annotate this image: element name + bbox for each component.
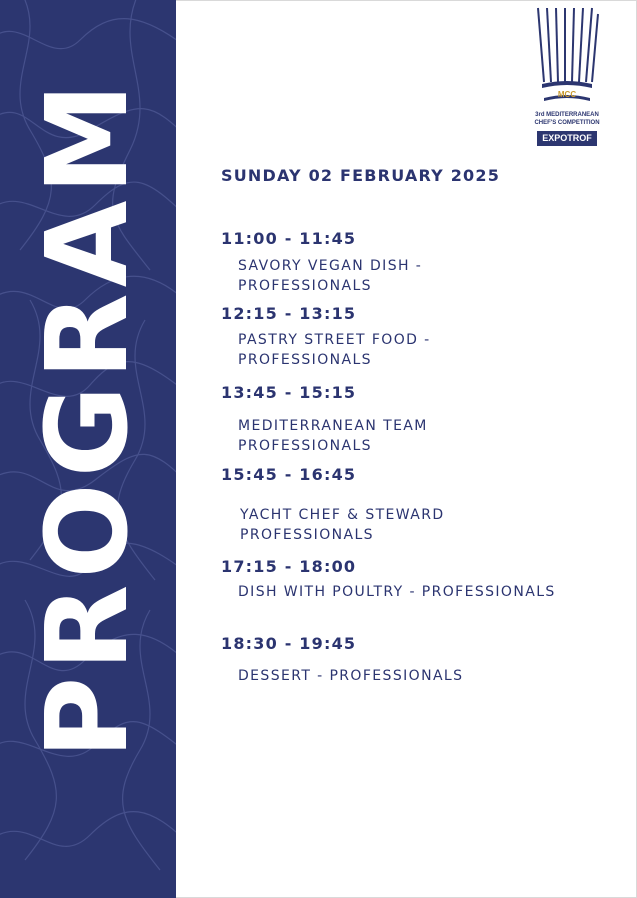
logo-line-2: CHEF'S COMPETITION: [534, 120, 600, 126]
event-line: PROFESSIONALS: [238, 352, 372, 368]
event-line: PROFESSIONALS: [240, 527, 374, 543]
event-line: DISH WITH POULTRY - PROFESSIONALS: [238, 584, 556, 600]
event-line: PROFESSIONALS: [238, 438, 372, 454]
time-slot: 12:15 - 13:15: [221, 304, 357, 323]
event-line: PROFESSIONALS: [238, 278, 372, 294]
event-name: [238, 416, 428, 456]
event-name: [238, 330, 431, 370]
time-slot: 11:00 - 11:45: [221, 229, 357, 248]
event-line: YACHT CHEF & STEWARD: [240, 507, 445, 523]
time-slot: 15:45 - 16:45: [221, 465, 357, 484]
time-slot: 17:15 - 18:00: [221, 557, 357, 576]
side-band: [0, 0, 176, 898]
time-slot: 18:30 - 19:45: [221, 634, 357, 653]
event-name: [238, 582, 556, 602]
program-title: PROGRAM: [23, 77, 153, 759]
time-slot: 13:45 - 15:15: [221, 383, 357, 402]
mcc-logo: [534, 6, 600, 150]
logo-mcc: MCC: [557, 90, 577, 99]
event-line: PASTRY STREET FOOD -: [238, 332, 431, 348]
event-line: MEDITERRANEAN TEAM: [238, 418, 428, 434]
date-heading: SUNDAY 02 FEBRUARY 2025: [221, 166, 501, 185]
event-name: [238, 256, 422, 296]
logo-line-1: 3rd MEDITERRANEAN: [535, 112, 599, 118]
event-line: SAVORY VEGAN DISH -: [238, 258, 423, 274]
logo-brand: EXPOTROF: [537, 131, 597, 146]
event-line: DESSERT - PROFESSIONALS: [238, 668, 464, 684]
event-name: [238, 666, 463, 686]
event-name: [240, 505, 445, 545]
